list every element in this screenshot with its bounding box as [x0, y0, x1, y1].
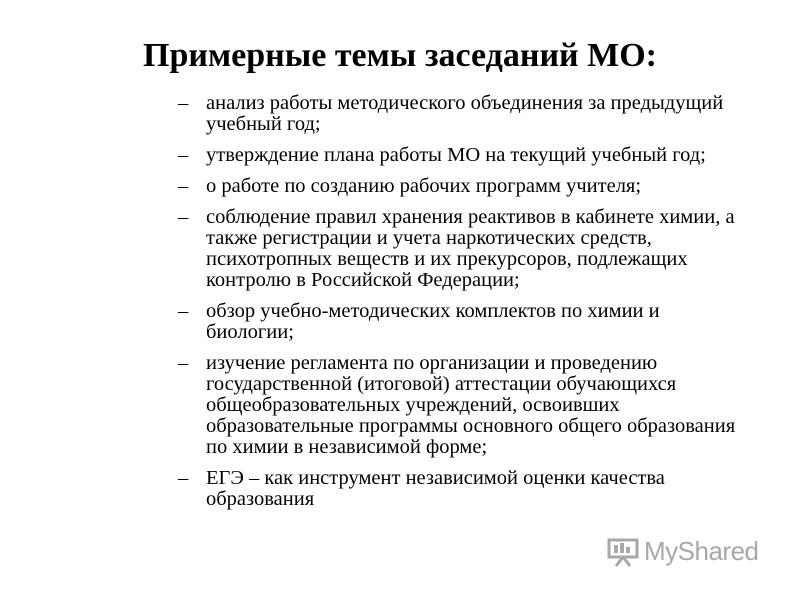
list-item: [178, 468, 748, 510]
list-item-text: изучение регламента по организации и проведению государственной (итоговой) аттестации обучающихся общеобразовательных учреждений, освоивших образовательные программы основного общего образования по химии в независимой форме;: [206, 352, 736, 458]
list-item-text: анализ работы методического объединения за предыдущий учебный год;: [206, 92, 724, 135]
list-item-text: соблюдение правил хранения реактивов в кабинете химии, а также регистрации и учета наркотических средств, психотропных веществ и их прекурсоров, подлежащих контролю в Российской Федерации;: [206, 206, 735, 291]
presentation-screen-icon: [606, 537, 640, 567]
bullet-dash: –: [178, 175, 189, 197]
bullet-dash: –: [178, 352, 189, 374]
list-item-text: о работе по созданию рабочих программ учителя;: [206, 175, 642, 197]
list-item: [178, 176, 748, 197]
list-item-text: обзор учебно-методических комплектов по химии и биологии;: [206, 300, 660, 343]
bullet-dash: –: [178, 144, 189, 166]
bullet-dash: –: [178, 300, 189, 322]
watermark[interactable]: [606, 536, 759, 567]
slide-title: Примерные темы заседаний МО:: [143, 37, 657, 74]
list-item-text: утверждение плана работы МО на текущий учебный год;: [206, 144, 706, 166]
bullet-dash: –: [178, 467, 189, 489]
watermark-text: MyShared: [644, 536, 759, 566]
list-item: [178, 145, 748, 166]
topic-list: [178, 93, 748, 520]
list-item: [178, 207, 748, 291]
bullet-dash: –: [178, 92, 189, 114]
list-item: [178, 353, 748, 458]
list-item-text: ЕГЭ – как инструмент независимой оценки качества образования: [206, 467, 665, 510]
list-item: [178, 301, 748, 343]
list-item: [178, 93, 748, 135]
bullet-dash: –: [178, 206, 189, 228]
